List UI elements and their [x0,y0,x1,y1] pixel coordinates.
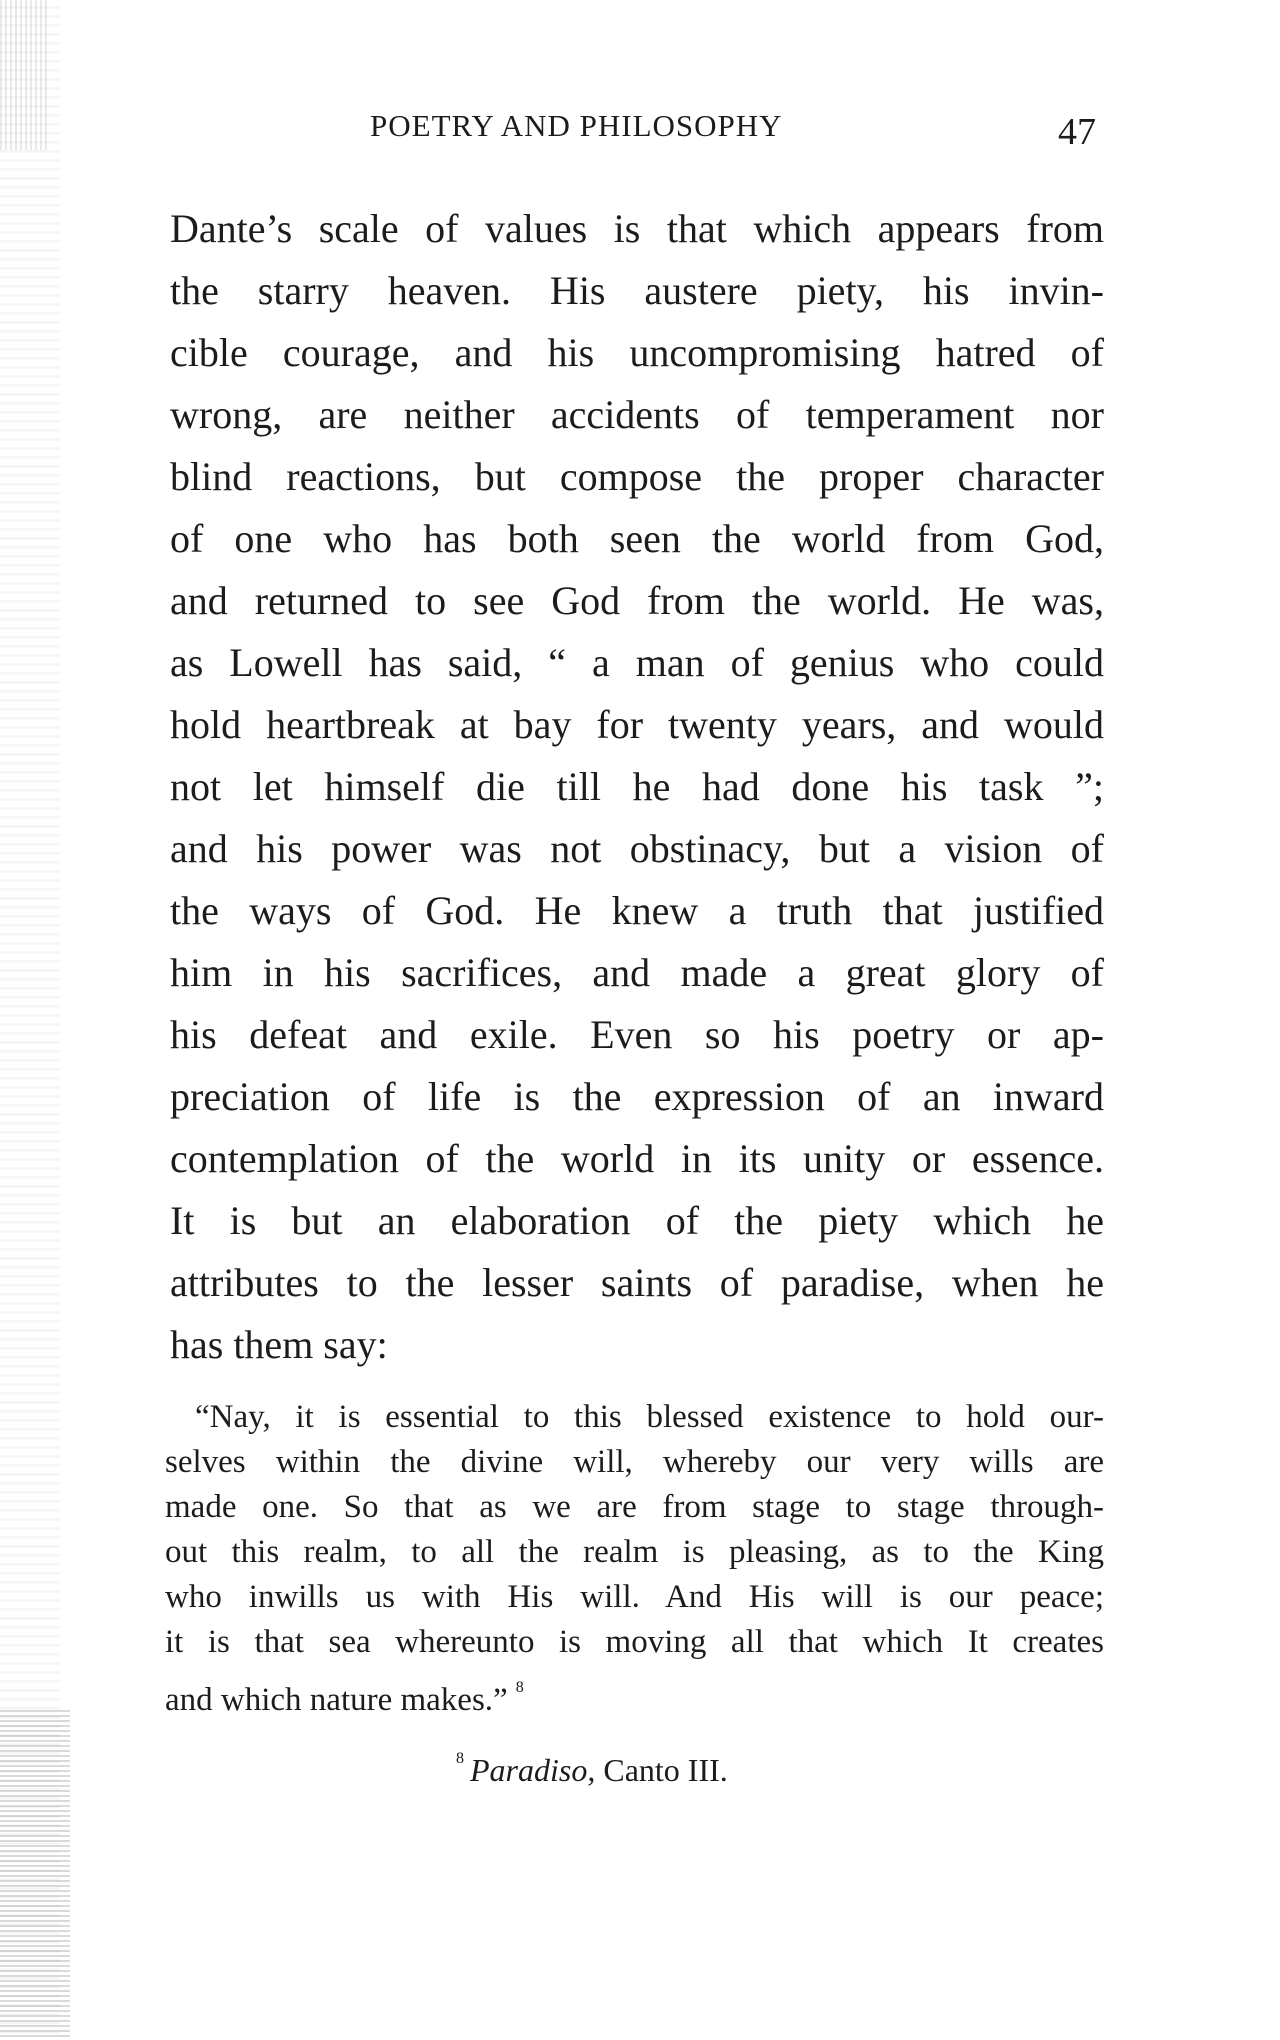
footnote [456,1750,728,1789]
body-paragraph [170,198,1104,1376]
body-line: cible courage, and his uncompromising hatred of [170,330,1104,375]
quote-line: who inwills us with His will. And His will is our peace; [165,1579,1104,1615]
footnote-reference[interactable]: 8 [515,1679,524,1696]
body-line: has them say: [170,1322,388,1367]
quote-line-text: and which nature makes.” [165,1682,508,1718]
quote-line-last [165,1665,1104,1718]
body-line: not let himself die till he had done his task ”; [170,764,1104,809]
footnote-location: Canto III. [603,1752,728,1788]
body-line: blind reactions, but compose the proper character [170,454,1104,499]
body-line: the starry heaven. His austere piety, his invin- [170,268,1104,313]
quote-line: “Nay, it is essential to this blessed existence to hold our- [195,1399,1104,1435]
body-line: him in his sacrifices, and made a great glory of [170,950,1104,995]
body-line: of one who has both seen the world from God, [170,516,1104,561]
body-line: the ways of God. He knew a truth that justified [170,888,1104,933]
footnote-marker: 8 [456,1750,464,1767]
body-line: contemplation of the world in its unity or essence. [170,1136,1104,1181]
page-number: 47 [1058,111,1096,153]
binding-bottom-artifact [0,1710,70,2040]
quote-line: it is that sea whereunto is moving all that which It creates [165,1624,1104,1660]
body-line: as Lowell has said, “ a man of genius who could [170,640,1104,685]
binding-top-artifact [0,0,48,150]
running-head: POETRY AND PHILOSOPHY [370,108,783,143]
body-line: and returned to see God from the world. He was, [170,578,1104,623]
quote-line: made one. So that as we are from stage to stage through- [165,1489,1104,1525]
body-line: and his power was not obstinacy, but a vision of [170,826,1104,871]
body-line: attributes to the lesser saints of paradise, when he [170,1260,1104,1305]
body-line: Dante’s scale of values is that which appears from [170,206,1104,251]
body-line: hold heartbreak at bay for twenty years, and would [170,702,1104,747]
body-line: wrong, are neither accidents of temperament nor [170,392,1104,437]
footnote-work-title: Paradiso, [470,1752,596,1788]
body-line: preciation of life is the expression of an inward [170,1074,1104,1119]
quote-line: out this realm, to all the realm is pleasing, as to the King [165,1534,1104,1570]
body-line: his defeat and exile. Even so his poetry or ap- [170,1012,1104,1057]
body-line: It is but an elaboration of the piety which he [170,1198,1104,1243]
quote-line: selves within the divine will, whereby our very wills are [165,1444,1104,1480]
block-quote [165,1395,1104,1718]
